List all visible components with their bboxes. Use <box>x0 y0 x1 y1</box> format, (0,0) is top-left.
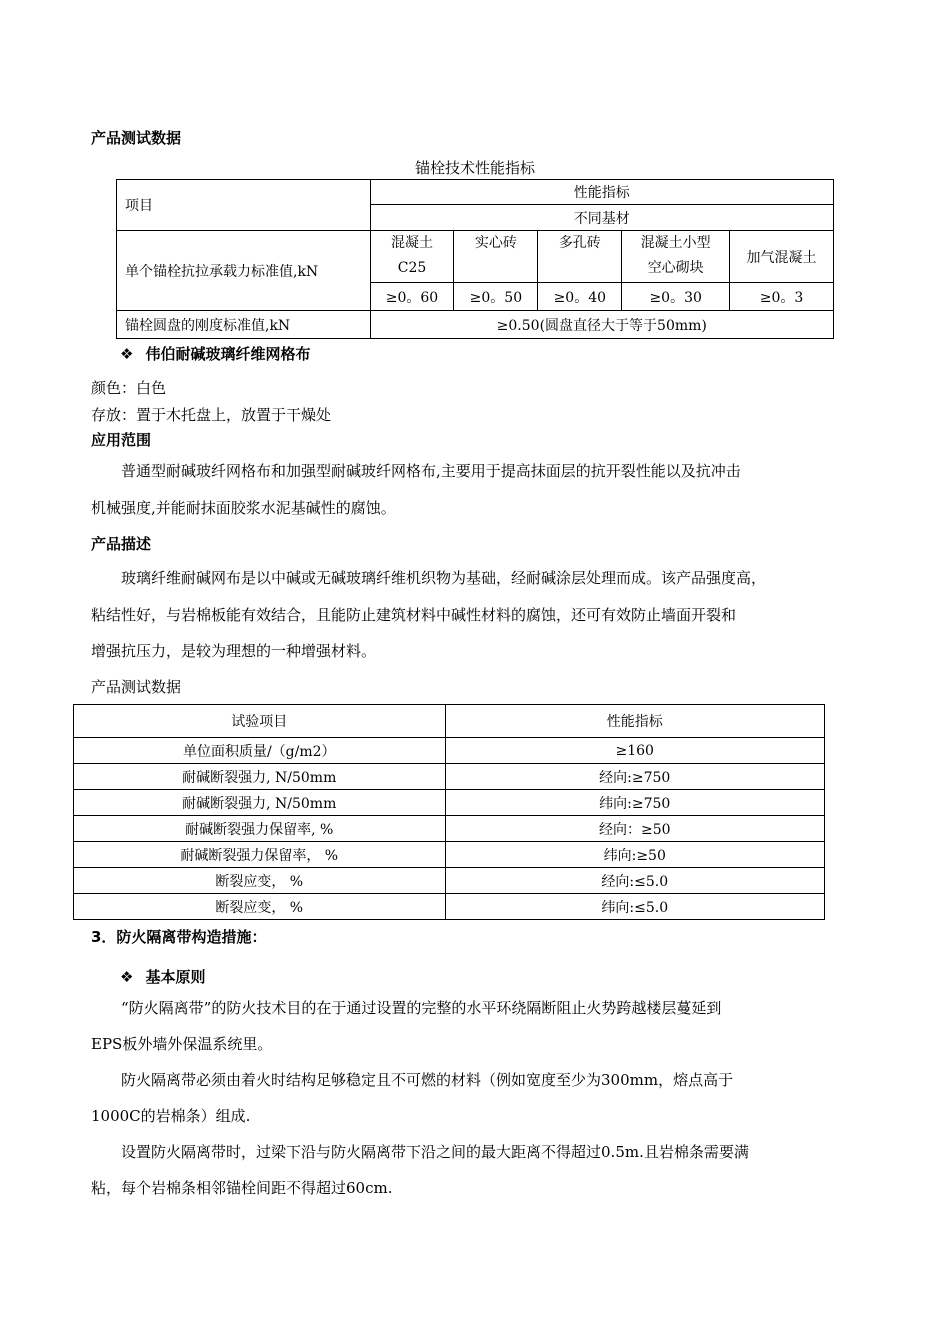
test-item-cell: 耐碱断裂强力, N/50mm <box>74 790 446 816</box>
principle-p2-line2: 1000C的岩棉条）组成. <box>91 1107 251 1125</box>
app-paragraph-line2: 机械强度,并能耐抹面胶浆水泥基碱性的腐蚀。 <box>91 499 396 517</box>
value-cell: ≥0。3 <box>730 283 834 311</box>
test-value-cell: 纬向:≥50 <box>445 842 825 868</box>
col-header-concrete-line2: C25 <box>397 260 427 276</box>
test-item-cell: 耐碱断裂强力保留率， % <box>74 842 446 868</box>
test-value-cell: ≥160 <box>445 738 825 764</box>
test-item-cell: 耐碱断裂强力保留率, % <box>74 816 446 842</box>
test-value-cell: 经向:≤5.0 <box>445 868 825 894</box>
test-item-cell: 单位面积质量/（g/m2） <box>74 738 446 764</box>
test-item-cell: 断裂应变， % <box>74 868 446 894</box>
principle-p2-line1: 防火隔离带必须由着火时结构足够稳定且不可燃的材料（例如宽度至少为300mm，熔点高于 <box>121 1071 734 1089</box>
row-label-tensile: 单个锚栓抗拉承载力标准值,kN <box>117 231 371 311</box>
test-value-cell: 经向：≥50 <box>445 816 825 842</box>
test-item-cell: 耐碱断裂强力, N/50mm <box>74 764 446 790</box>
diamond-bullet-icon: ❖ <box>120 968 134 986</box>
anchor-performance-table <box>116 179 834 339</box>
col-header-block-line1: 混凝土小型 <box>640 235 711 251</box>
product-title-text: 伟伯耐碱玻璃纤维网格布 <box>145 345 311 363</box>
color-line: 颜色：白色 <box>91 379 167 397</box>
row-label-stiffness: 锚栓圆盘的刚度标准值,kN <box>117 311 371 339</box>
desc-paragraph-line1: 玻璃纤维耐碱网布是以中碱或无碱玻璃纤维机织物为基础，经耐碱涂层处理而成。该产品强度高， <box>121 569 767 587</box>
header-test-performance: 性能指标 <box>445 705 825 738</box>
principle-p3-line2: 粘，每个岩棉条相邻锚栓间距不得超过60cm. <box>91 1179 393 1197</box>
test-value-cell: 纬向:≤5.0 <box>445 894 825 920</box>
product-title <box>120 343 310 364</box>
col-header-aerated: 加气混凝土 <box>730 231 834 283</box>
desc-paragraph-line2: 粘结性好，与岩棉板能有效结合，且能防止建筑材料中碱性材料的腐蚀，还可有效防止墙面开裂和 <box>91 606 737 624</box>
stiffness-value: ≥0.50(圆盘直径大于等于50mm) <box>370 311 833 339</box>
test-value-cell: 纬向:≥750 <box>445 790 825 816</box>
basic-principle-heading <box>120 966 205 987</box>
mesh-test-table <box>73 704 825 920</box>
col-header-concrete-line1: 混凝土 <box>391 235 433 251</box>
principle-p1-line2: EPS板外墙外保温系统里。 <box>91 1035 273 1053</box>
principle-p1-line1: “防火隔离带”的防火技术目的在于通过设置的完整的水平环绕隔断阻止火势跨越楼层蔓延到 <box>121 999 722 1017</box>
app-heading: 应用范围 <box>91 431 152 449</box>
test-value-cell: 经向:≥750 <box>445 764 825 790</box>
test-item-cell: 断裂应变， % <box>74 894 446 920</box>
value-cell: ≥0。30 <box>622 283 730 311</box>
fire-barrier-heading: 3．防火隔离带构造措施： <box>91 928 267 946</box>
header-performance: 性能指标 <box>370 180 833 205</box>
desc-heading: 产品描述 <box>91 535 152 553</box>
col-header-hollow-brick: 多孔砖 <box>538 231 622 283</box>
header-item: 项目 <box>117 180 371 231</box>
table-caption: 锚栓技术性能指标 <box>414 159 535 177</box>
value-cell: ≥0。50 <box>454 283 538 311</box>
value-cell: ≥0。40 <box>538 283 622 311</box>
basic-principle-text: 基本原则 <box>145 968 206 986</box>
storage-line: 存放：置于木托盘上，放置于干燥处 <box>91 406 332 424</box>
col-header-concrete <box>370 231 454 283</box>
diamond-bullet-icon: ❖ <box>120 345 134 363</box>
header-substrate: 不同基材 <box>370 205 833 231</box>
col-header-block-line2: 空心砌块 <box>647 260 704 276</box>
desc-paragraph-line3: 增强抗压力，是较为理想的一种增强材料。 <box>91 642 377 660</box>
principle-p3-line1: 设置防火隔离带时，过梁下沿与防火隔离带下沿之间的最大距离不得超过0.5m.且岩棉条需要满 <box>121 1143 749 1161</box>
value-cell: ≥0。60 <box>370 283 454 311</box>
test-data-heading: 产品测试数据 <box>91 678 182 696</box>
col-header-block <box>622 231 730 283</box>
app-paragraph-line1: 普通型耐碱玻纤网格布和加强型耐碱玻纤网格布,主要用于提高抹面层的抗开裂性能以及抗冲击 <box>121 462 741 480</box>
col-header-solid-brick: 实心砖 <box>454 231 538 283</box>
header-test-item: 试验项目 <box>74 705 446 738</box>
section-heading-test-data: 产品测试数据 <box>91 129 182 147</box>
